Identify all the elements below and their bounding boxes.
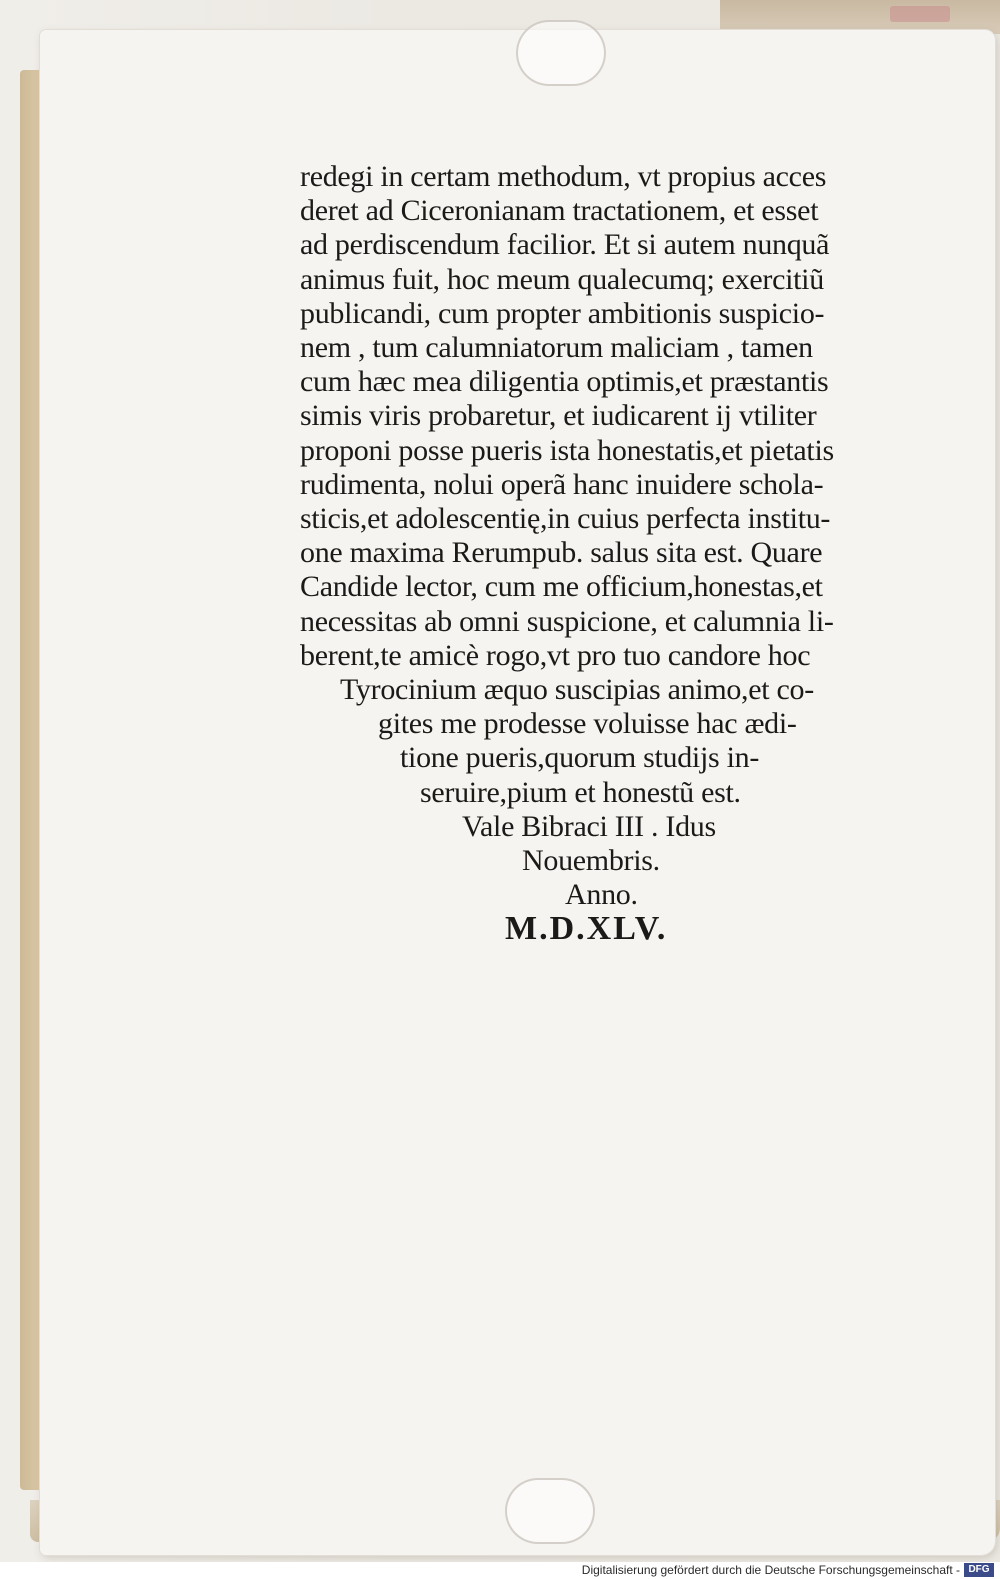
text-line: deret ad Ciceronianam tractationem, et esset	[300, 194, 819, 228]
text-line: necessitas ab omni suspicione, et calumnia li-	[300, 604, 834, 638]
text-line: sticis,et adolescentię,in cuius perfecta institu-	[300, 502, 831, 536]
text-line: publicandi, cum propter ambitionis suspicio-	[300, 296, 825, 330]
glass-clip-top	[516, 20, 606, 86]
binding-paper-strip	[720, 0, 1000, 34]
text-line: cum hæc mea diligentia optimis,et præstantis	[300, 365, 829, 399]
text-line: ad perdiscendum facilior. Et si autem nunquã	[300, 228, 830, 262]
text-line: animus fuit, hoc meum qualecumq; exercitiũ	[300, 262, 824, 296]
text-line: one maxima Rerumpub. salus sita est. Quare	[300, 536, 823, 570]
text-line: redegi in certam methodum, vt propius acces	[300, 160, 827, 193]
closing-line: gites me prodesse voluisse hac ædi-	[378, 707, 797, 741]
text-line: Candide lector, cum me officium,honestas,et	[300, 570, 823, 604]
text-line: proponi posse pueris ista honestatis,et pietatis	[300, 433, 834, 467]
closing-line: tione pueris,quorum studijs in-	[400, 741, 760, 775]
digitization-credit: Digitalisierung gefördert durch die Deutsche Forschungsgemeinschaft -	[581, 1563, 960, 1577]
text-line: rudimenta, nolui operã hanc inuidere schola-	[300, 467, 824, 501]
closing-line: Vale Bibraci III . Idus	[462, 809, 716, 843]
closing-line: Anno.	[565, 878, 638, 912]
text-line: simis viris probaretur, et iudicarent ij vtiliter	[300, 399, 817, 433]
glass-clip-bottom	[505, 1478, 595, 1544]
text-line: berent,te amicè rogo,vt pro tuo candore hoc	[300, 638, 811, 672]
dfg-logo-icon: DFG	[964, 1563, 994, 1577]
closing-line: Tyrocinium æquo suscipias animo,et co-	[340, 673, 814, 707]
colophon-year: M.D.XLV.	[505, 910, 668, 948]
printed-text-block	[300, 160, 950, 947]
closing-line: Nouembris.	[522, 844, 660, 878]
closing-line: seruire,pium et honestũ est.	[420, 775, 741, 809]
text-line: nem , tum calumniatorum maliciam , tamen	[300, 331, 813, 365]
